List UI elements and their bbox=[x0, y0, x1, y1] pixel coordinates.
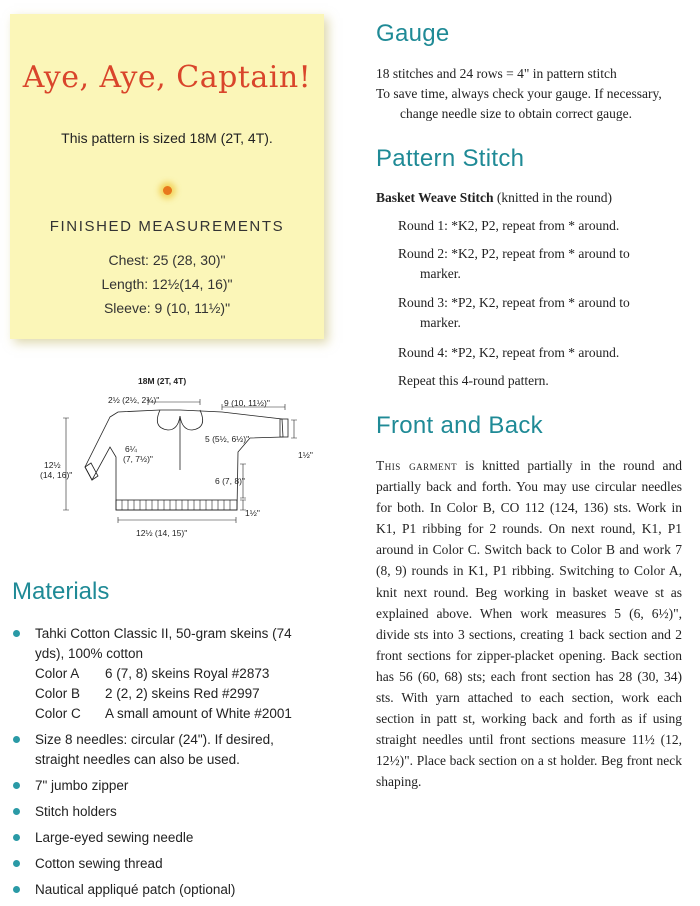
total-height-sizes-label: (14, 16)" bbox=[40, 470, 73, 480]
pattern-info-box bbox=[10, 14, 324, 339]
color-row: Color B 2 (2, 2) skeins Red #2997 bbox=[35, 686, 260, 701]
bullet-icon bbox=[13, 808, 20, 815]
stitch-name: Basket Weave Stitch bbox=[376, 190, 494, 205]
materials-list bbox=[13, 624, 313, 906]
body-width-label: 12½ (14, 15)" bbox=[136, 528, 188, 538]
neck-width-label: 2½ (2½, 2¾)" bbox=[108, 395, 160, 405]
chest-measurement: Chest: 25 (28, 30)" bbox=[108, 252, 226, 268]
length-measurement: Length: 12½(14, 16)" bbox=[101, 276, 233, 292]
bullet-icon bbox=[13, 834, 20, 841]
color-row: Color C A small amount of White #2001 bbox=[35, 706, 292, 721]
list-item: Size 8 needles: circular (24"). If desired, straight needles can also be used. bbox=[13, 730, 313, 770]
repeat-note: Repeat this 4-round pattern. bbox=[398, 373, 549, 388]
garment-schematic bbox=[40, 372, 320, 547]
bullet-icon bbox=[13, 860, 20, 867]
lead-in: This garment bbox=[376, 458, 458, 473]
upper-height-label: 5 (5½, 6½)" bbox=[205, 434, 250, 444]
decorative-dot bbox=[163, 186, 172, 195]
placket-depth-sizes-label: (7, 7½)" bbox=[123, 454, 153, 464]
gauge-text: 18 stitches and 24 rows = 4" in pattern stitch To save time, always check your gauge. If necessary, change needle size to obtain correct gauge. bbox=[376, 66, 662, 121]
list-item: 7" jumbo zipper bbox=[13, 776, 313, 796]
diagram-size-label: 18M (2T, 4T) bbox=[138, 376, 187, 386]
pattern-stitch-text: Basket Weave Stitch (knitted in the round) bbox=[376, 190, 612, 205]
cuff-label: 1½" bbox=[298, 450, 313, 460]
finished-measurements-heading: FINISHED MEASUREMENTS bbox=[49, 218, 285, 235]
yarn-description: Tahki Cotton Classic II, 50-gram skeins (74 yds), 100% cotton bbox=[35, 626, 292, 661]
list-item: Nautical appliqué patch (optional) bbox=[13, 880, 313, 900]
materials-heading: Materials bbox=[12, 578, 110, 605]
total-height-label: 12½ bbox=[44, 460, 61, 470]
bullet-icon bbox=[13, 782, 20, 789]
round-1: Round 1: *K2, P2, repeat from * around. bbox=[398, 218, 620, 233]
sleeve-measurement: Sleeve: 9 (10, 11½)" bbox=[103, 300, 231, 316]
pattern-stitch-heading: Pattern Stitch bbox=[376, 145, 525, 172]
list-item: Large-eyed sewing needle bbox=[13, 828, 313, 848]
side-height-label: 6 (7, 8)" bbox=[215, 476, 245, 486]
list-item: Stitch holders bbox=[13, 802, 313, 822]
placket-depth-label: 6¼ bbox=[125, 444, 137, 454]
bullet-icon bbox=[13, 886, 20, 893]
round-2: Round 2: *K2, P2, repeat from * around to marker. bbox=[398, 246, 630, 281]
bullet-icon bbox=[13, 736, 20, 743]
round-4: Round 4: *P2, K2, repeat from * around. bbox=[398, 345, 620, 360]
hem-label: 1½" bbox=[245, 508, 260, 518]
color-row: Color A 6 (7, 8) skeins Royal #2873 bbox=[35, 666, 270, 681]
front-back-body: This garment is knitted partially in the round and partially back and forth. You may use circular needles for both. In Color B, CO 112 (124, 136) sts. Work in K1, P1 ribbing for 2 rounds. On next round, K1, P1 around in Color C. Switch back to Color B and work 7 (8, 9) rounds in K1, P1 ribbing. Switching to Color A, knit next round. Beg working in basket weave st as explained above. When work measures 5 (6, 6½)", divide sts into 3 sections, creating 1 back section and 2 front sections for zipper-placket opening. Back section has 56 (60, 68) sts; each front section has 28 (30, 34) sts. With yarn attached to each section, work each section in patt st, working back and forth as if using straight needles until front sections measure 11½ (12, 12½)". Place back section on a st holder. Beg front neck shaping. bbox=[376, 458, 683, 790]
round-3: Round 3: *P2, K2, repeat from * around to marker. bbox=[398, 295, 630, 330]
front-back-heading: Front and Back bbox=[376, 412, 543, 439]
bullet-icon bbox=[13, 630, 20, 637]
size-note: This pattern is sized 18M (2T, 4T). bbox=[61, 130, 273, 146]
list-item: Cotton sewing thread bbox=[13, 854, 313, 874]
sleeve-length-label: 9 (10, 11½)" bbox=[224, 398, 270, 408]
gauge-heading: Gauge bbox=[376, 20, 450, 47]
list-item bbox=[13, 624, 313, 724]
pattern-title: Aye, Aye, Captain! bbox=[22, 60, 312, 95]
